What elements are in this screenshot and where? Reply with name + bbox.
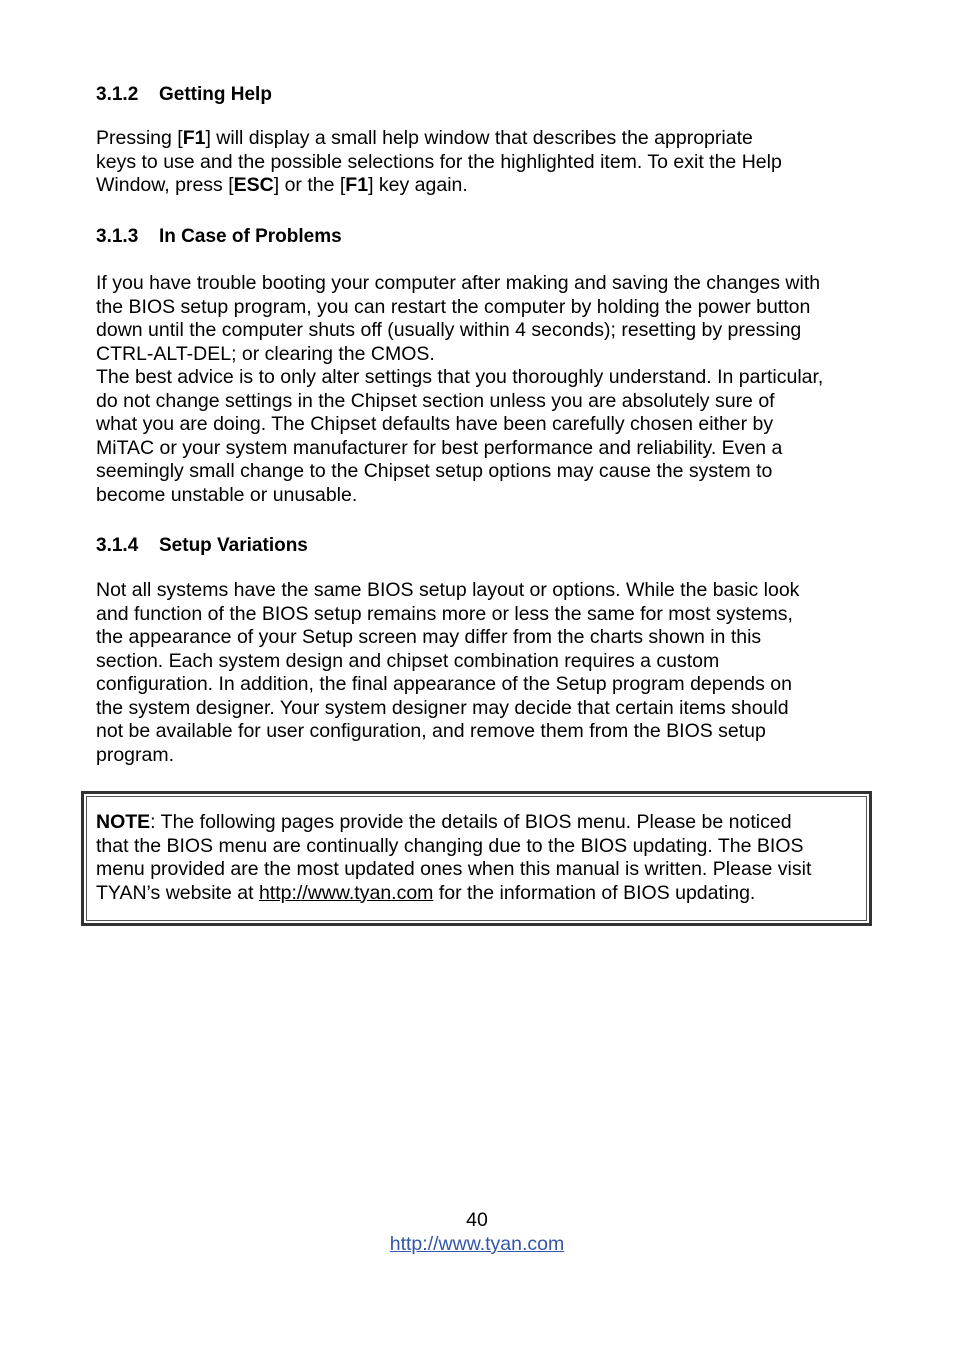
text-line: If you have trouble booting your computer after making and saving the changes with xyxy=(96,272,821,294)
text-line: Window, press [ESC] or the [F1] key again. xyxy=(96,174,468,196)
paragraph-setup-variations xyxy=(96,579,876,767)
section-title: Getting Help xyxy=(159,84,272,105)
bold-key-text: F1 xyxy=(345,174,369,196)
footer-url-link[interactable]: http://www.tyan.com xyxy=(389,1233,565,1255)
text-line: CTRL-ALT-DEL; or clearing the CMOS. xyxy=(96,342,435,365)
text-line: section. Each system design and chipset combination requires a custom xyxy=(96,649,720,672)
text-line: keys to use and the possible selections for the highlighted item. To exit the Help xyxy=(96,150,782,173)
text-line: TYAN’s website at http://www.tyan.com for the information of BIOS updating. xyxy=(96,881,756,904)
text-line: Not all systems have the same BIOS setup layout or options. While the basic look xyxy=(96,579,800,601)
text-line: that the BIOS menu are continually changing due to the BIOS updating. The BIOS xyxy=(96,834,804,857)
section-title: Setup Variations xyxy=(159,535,308,556)
section-number: 3.1.3 xyxy=(96,226,139,247)
text-line: MiTAC or your system manufacturer for best performance and reliability. Even a xyxy=(96,436,783,459)
paragraph-in-case-of-problems xyxy=(96,272,876,507)
text-line: configuration. In addition, the final appearance of the Setup program depends on xyxy=(96,673,792,695)
text-line: become unstable or unusable. xyxy=(96,483,358,506)
text-line: do not change settings in the Chipset section unless you are absolutely sure of xyxy=(96,389,775,412)
text-line: program. xyxy=(96,743,175,766)
bold-key-text: NOTE xyxy=(96,811,151,833)
text-line: the system designer. Your system designer may decide that certain items should xyxy=(96,696,789,719)
text-line: The best advice is to only alter settings that you thoroughly understand. In particular, xyxy=(96,366,824,388)
text-line: seemingly small change to the Chipset setup options may cause the system to xyxy=(96,460,773,482)
section-title: In Case of Problems xyxy=(159,226,342,247)
text-line: the appearance of your Setup screen may differ from the charts shown in this xyxy=(96,626,762,648)
bold-key-text: F1 xyxy=(182,127,206,149)
bold-key-text: ESC xyxy=(233,174,274,196)
text-line: NOTE: The following pages provide the details of BIOS menu. Please be noticed xyxy=(96,811,792,833)
text-line: Pressing [F1] will display a small help window that describes the appropriate xyxy=(96,127,753,149)
section-number: 3.1.4 xyxy=(96,535,139,556)
paragraph-getting-help xyxy=(96,127,876,198)
section-heading-in-case-of-problems xyxy=(96,225,342,249)
section-heading-getting-help xyxy=(96,83,272,107)
note-text xyxy=(96,811,866,905)
text-line: down until the computer shuts off (usually within 4 seconds); resetting by pressing xyxy=(96,319,802,341)
text-line: and function of the BIOS setup remains more or less the same for most systems, xyxy=(96,602,793,625)
website-link[interactable]: http://www.tyan.com xyxy=(258,881,434,904)
section-number: 3.1.2 xyxy=(96,84,139,105)
text-line: the BIOS setup program, you can restart the computer by holding the power button xyxy=(96,295,811,318)
page-number: 40 xyxy=(466,1209,488,1231)
text-line: menu provided are the most updated ones when this manual is written. Please visit xyxy=(96,858,812,880)
section-heading-setup-variations xyxy=(96,534,308,558)
text-line: what you are doing. The Chipset defaults have been carefully chosen either by xyxy=(96,413,774,435)
text-line: not be available for user configuration, and remove them from the BIOS setup xyxy=(96,720,766,742)
